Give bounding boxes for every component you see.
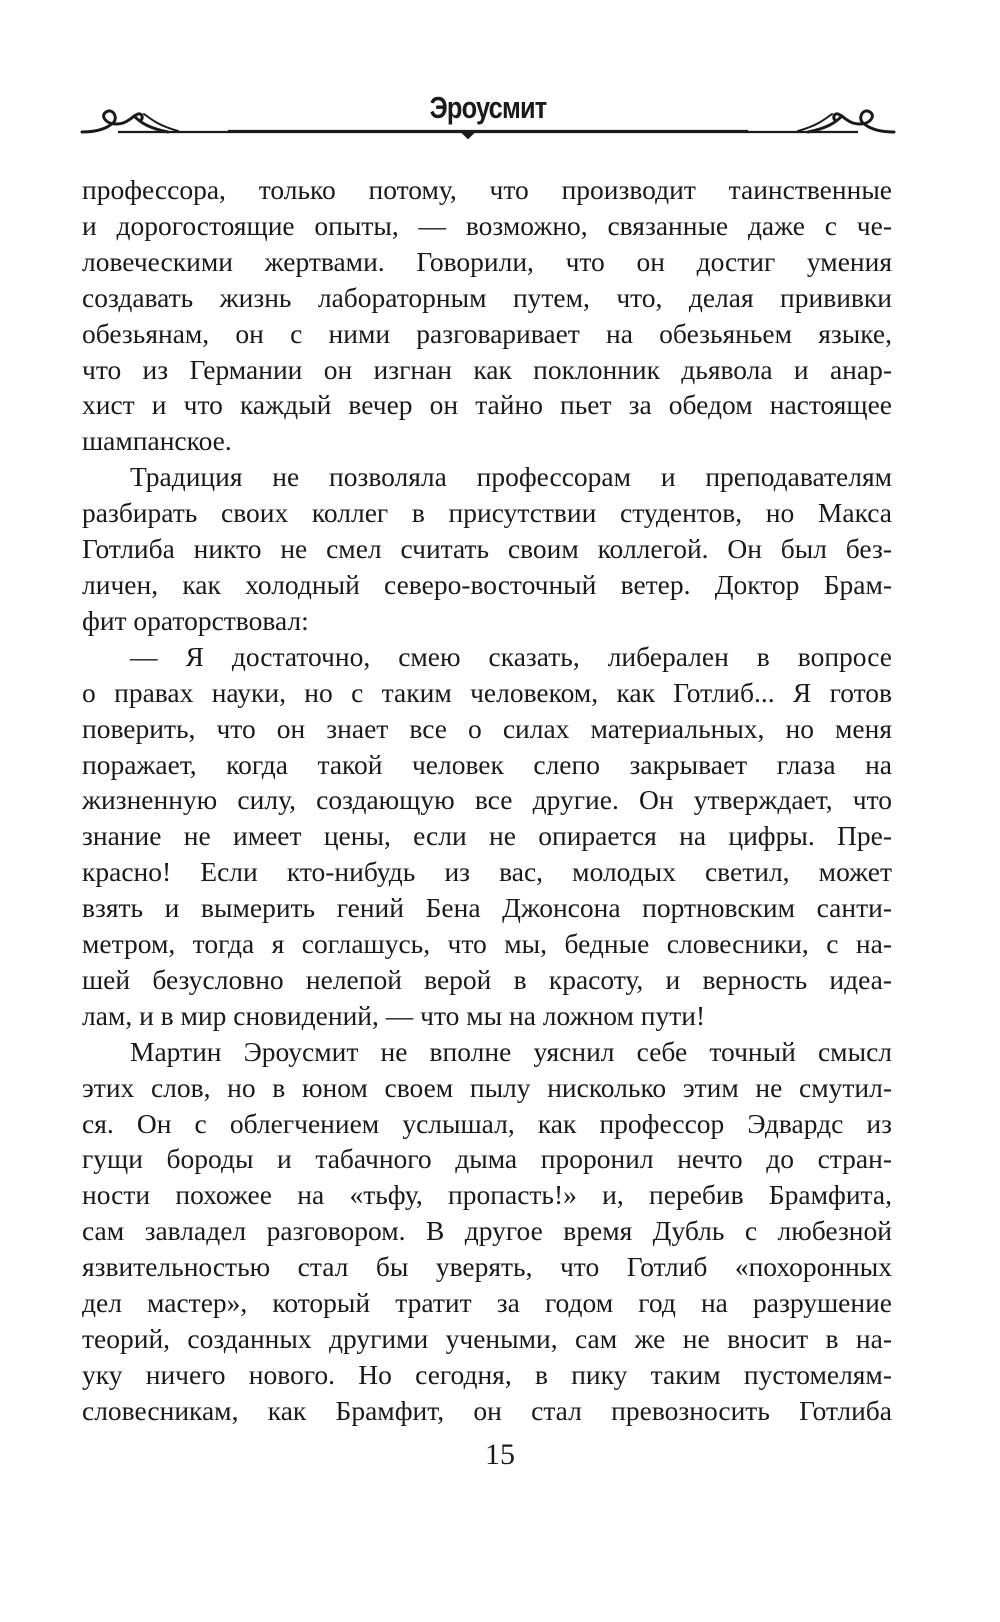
text-line: фит ораторствовал: (82, 604, 309, 636)
running-header (78, 88, 898, 148)
text-line: ся. Он с облегчением услышал, как профессор Эдвардс из (82, 1107, 892, 1139)
text-line: Готлиба никто не смел считать своим коллегой. Он был без- (82, 533, 892, 565)
text-line: хист и что каждый вечер он тайно пьет за обедом настоящее (82, 389, 892, 421)
text-line: шей безусловно нелепой верой в красоту, и верность идеа- (82, 963, 892, 995)
text-line: поражает, когда такой человек слепо закрывает глаза на (82, 748, 892, 780)
text-line: гущи бороды и табачного дыма проронил нечто до стран- (82, 1143, 892, 1175)
text-line: жизненную силу, создающую все другие. Он утверждает, что (82, 784, 892, 816)
text-line: и дорогостоящие опыты, — возможно, связанные даже с че- (82, 209, 892, 241)
text-line: дел мастер», который тратит за годом год на разрушение (82, 1287, 892, 1319)
text-line: поверить, что он знает все о силах материальных, но меня (82, 712, 892, 744)
text-line: уку ничего нового. Но сегодня, в пику таким пустомелям- (82, 1358, 892, 1390)
text-line: метром, тогда я соглашусь, что мы, бедные словесники, с на- (82, 928, 892, 960)
text-line: шампанское. (82, 425, 232, 457)
text-line: что из Германии он изгнан как поклонник дьявола и анар- (82, 353, 892, 385)
text-line: создавать жизнь лабораторным путем, что, делая прививки (82, 281, 892, 313)
body-text (82, 172, 892, 1429)
text-line: разбирать своих коллег в присутствии студентов, но Макса (82, 497, 892, 529)
text-line: лам, и в мир сновидений, — что мы на ложном пути! (82, 999, 706, 1031)
text-line: о правах науки, но с таким человеком, как Готлиб... Я готов (82, 676, 892, 708)
text-line: этих слов, но в юном своем пылу нисколько этим не смутил- (82, 1071, 892, 1103)
text-line: взять и вымерить гений Бена Джонсона портновским санти- (82, 892, 892, 924)
text-line: ности похожее на «тьфу, пропасть!» и, перебив Брамфита, (82, 1179, 892, 1211)
text-line: профессора, только потому, что производит таинственные (82, 174, 892, 205)
text-line: теорий, созданных другими учеными, сам же не вносит в на- (82, 1323, 892, 1354)
running-title: Эроусмит (429, 90, 547, 125)
text-line: Традиция не позволяла профессорам и преподавателям (130, 461, 892, 493)
text-line: обезьянам, он с ними разговаривает на обезьяньем языке, (82, 317, 892, 349)
text-line: красно! Если кто-нибудь из вас, молодых светил, может (82, 856, 892, 888)
text-line: знание не имеет цены, если не опирается на цифры. Пре- (82, 820, 892, 852)
text-line: личен, как холодный северо-восточный ветер. Доктор Брам- (82, 568, 892, 600)
text-line: язвительностью стал бы уверять, что Готлиб «похоронных (82, 1251, 892, 1283)
page-number: 15 (485, 1438, 515, 1471)
text-line: Мартин Эроусмит не вполне уяснил себе точный смысл (130, 1035, 892, 1067)
text-line: сам завладел разговором. В другое время Дубль с любезной (82, 1215, 892, 1247)
text-line: словесникам, как Брамфит, он стал превозносить Готлиба (82, 1394, 892, 1426)
text-line: — Я достаточно, смею сказать, либерален в вопросе (130, 640, 892, 672)
text-line: ловеческими жертвами. Говорили, что он достиг умения (82, 245, 892, 277)
